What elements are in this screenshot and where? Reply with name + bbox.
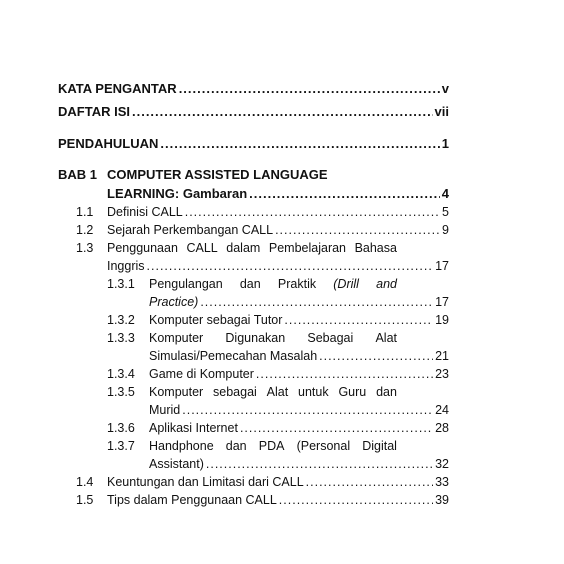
word: CALL [186, 241, 218, 255]
toc-subsection-1-3-5-line2[interactable] [0, 401, 564, 419]
subsection-number: 1.3.5 [107, 385, 135, 399]
chapter-title-line2: LEARNING: Gambaran [107, 186, 248, 201]
section-title: Definisi CALL [107, 205, 183, 219]
word: Sebagai [307, 331, 354, 345]
word: Pengulangan [149, 277, 223, 291]
word: Komputer [149, 385, 204, 399]
toc-section-1-1[interactable] [0, 203, 564, 221]
subsection-title-line2: Simulasi/Pemecahan Masalah [149, 349, 318, 363]
entry-title: PENDAHULUAN [58, 136, 159, 151]
toc-entry-pendahuluan[interactable] [0, 135, 564, 153]
toc-entry-daftar-isi[interactable] [0, 103, 564, 121]
toc-section-1-2[interactable] [0, 221, 564, 239]
subsection-title: Game di Komputer [149, 367, 254, 381]
toc-chapter-bab1-line2[interactable] [0, 185, 564, 203]
word: Digunakan [225, 331, 286, 345]
leader-dots [279, 491, 433, 509]
subsection-title: Aplikasi Internet [149, 421, 238, 435]
chapter-title-line1: COMPUTER ASSISTED LANGUAGE [107, 167, 328, 182]
word: dalam [226, 241, 261, 255]
toc-subsection-1-3-1-line1[interactable] [0, 275, 564, 293]
entry-page: 24 [435, 403, 449, 417]
entry-title: DAFTAR ISI [58, 104, 130, 119]
leader-dots [179, 80, 440, 98]
toc-subsection-1-3-3-line1[interactable] [0, 329, 564, 347]
leader-dots [147, 257, 434, 275]
word: and [376, 277, 397, 291]
toc-section-1-3-line1[interactable] [0, 239, 564, 257]
section-number: 1.1 [76, 205, 94, 219]
word: Guru [338, 385, 367, 399]
leader-dots [240, 419, 433, 437]
subsection-number: 1.3.6 [107, 421, 135, 435]
entry-page: 23 [435, 367, 449, 381]
leader-dots [256, 365, 433, 383]
section-title-line2: Inggris [107, 259, 145, 273]
toc-subsection-1-3-6[interactable] [0, 419, 564, 437]
entry-page: 28 [435, 421, 449, 435]
leader-dots [206, 455, 433, 473]
section-number: 1.2 [76, 223, 94, 237]
toc-entry-kata-pengantar[interactable] [0, 80, 564, 98]
entry-page: vii [434, 104, 449, 119]
section-title: Tips dalam Penggunaan CALL [107, 493, 277, 507]
entry-page: 33 [435, 475, 449, 489]
entry-page: v [441, 81, 449, 96]
word: Digital [362, 439, 397, 453]
leader-dots [249, 185, 440, 203]
section-title: Keuntungan dan Limitasi dari CALL [107, 475, 304, 489]
entry-page: 21 [435, 349, 449, 363]
word: sebagai [213, 385, 257, 399]
toc-subsection-1-3-5-line1[interactable] [0, 383, 564, 401]
leader-dots [275, 221, 440, 239]
section-title-line1 [107, 239, 397, 257]
word: dan [376, 385, 397, 399]
leader-dots [319, 347, 433, 365]
section-number: 1.5 [76, 493, 94, 507]
word: Komputer [149, 331, 204, 345]
entry-page: 9 [442, 223, 449, 237]
toc-subsection-1-3-7-line2[interactable] [0, 455, 564, 473]
leader-dots [200, 293, 433, 311]
section-number: 1.4 [76, 475, 94, 489]
entry-page: 32 [435, 457, 449, 471]
leader-dots [182, 401, 433, 419]
subsection-title: Komputer sebagai Tutor [149, 313, 283, 327]
entry-page: 17 [435, 295, 449, 309]
subsection-number: 1.3.3 [107, 331, 135, 345]
entry-page: 1 [441, 136, 449, 151]
word: dan [225, 439, 247, 453]
toc-chapter-bab1-line1[interactable] [0, 166, 564, 184]
entry-page: 5 [442, 205, 449, 219]
toc-subsection-1-3-7-line1[interactable] [0, 437, 564, 455]
toc-section-1-5[interactable] [0, 491, 564, 509]
subsection-number: 1.3.1 [107, 277, 135, 291]
toc-subsection-1-3-3-line2[interactable] [0, 347, 564, 365]
subsection-title-line1 [149, 275, 397, 293]
word: (Personal [296, 439, 351, 453]
word: Handphone [149, 439, 214, 453]
entry-page: 39 [435, 493, 449, 507]
leader-dots [306, 473, 433, 491]
subsection-title-line1 [149, 437, 397, 455]
entry-title: KATA PENGANTAR [58, 81, 177, 96]
word: Pembelajaran [268, 241, 347, 255]
entry-page: 19 [435, 313, 449, 327]
word: Praktik [277, 277, 317, 291]
subsection-number: 1.3.7 [107, 439, 135, 453]
chapter-label: BAB 1 [58, 167, 98, 182]
leader-dots [284, 311, 433, 329]
subsection-title-line2: Practice) [149, 295, 199, 309]
section-title: Sejarah Perkembangan CALL [107, 223, 274, 237]
word: Bahasa [354, 241, 397, 255]
word: dan [239, 277, 261, 291]
word: untuk [298, 385, 329, 399]
subsection-title-line1 [149, 329, 397, 347]
subsection-title-line2: Murid [149, 403, 181, 417]
toc-subsection-1-3-2[interactable] [0, 311, 564, 329]
entry-page: 4 [441, 186, 449, 201]
toc-section-1-4[interactable] [0, 473, 564, 491]
subsection-number: 1.3.4 [107, 367, 135, 381]
word: Penggunaan [107, 241, 178, 255]
subsection-title-line1 [149, 383, 397, 401]
word: Alat [266, 385, 289, 399]
leader-dots [160, 135, 439, 153]
word: PDA [258, 439, 285, 453]
leader-dots [185, 203, 440, 221]
section-number: 1.3 [76, 241, 94, 255]
entry-page: 17 [435, 259, 449, 273]
toc-section-1-3-line2[interactable] [0, 257, 564, 275]
toc-subsection-1-3-1-line2[interactable] [0, 293, 564, 311]
leader-dots [132, 103, 433, 121]
toc-subsection-1-3-4[interactable] [0, 365, 564, 383]
subsection-number: 1.3.2 [107, 313, 135, 327]
subsection-title-line2: Assistant) [149, 457, 204, 471]
word: Alat [375, 331, 397, 345]
word: (Drill [333, 277, 359, 291]
